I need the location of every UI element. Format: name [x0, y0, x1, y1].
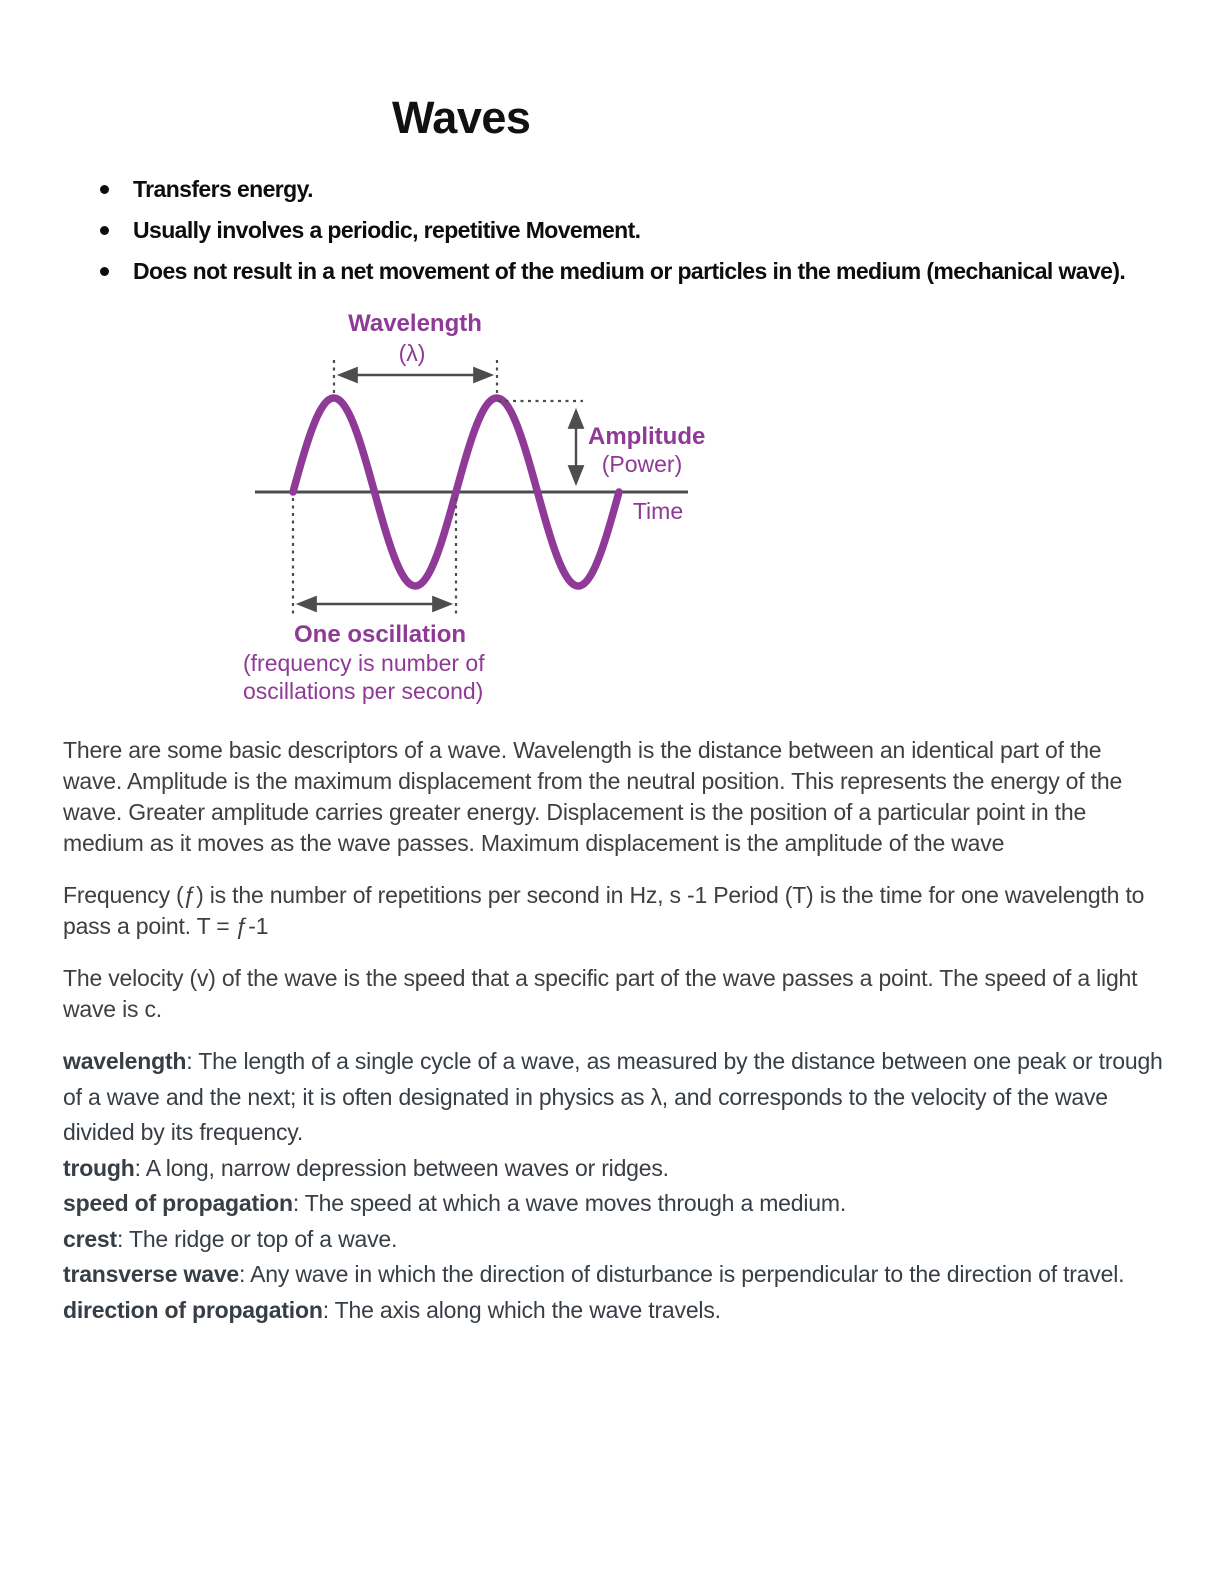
definition-text: : Any wave in which the direction of disturbance is perpendicular to the direction of travel.	[239, 1261, 1125, 1287]
definition-speed-of-propagation	[63, 1186, 1165, 1222]
bullet-list	[63, 174, 1164, 286]
definition-text: : The ridge or top of a wave.	[117, 1225, 398, 1252]
definition-term: trough	[63, 1154, 135, 1181]
paragraph-frequency: Frequency (ƒ) is the number of repetitions per second in Hz, s -1 Period (T) is the time for one wavelength to pass a point. T = ƒ-1	[63, 882, 1145, 939]
definition-direction-of-propagation	[63, 1293, 1165, 1329]
page-title: Waves	[392, 92, 531, 143]
glossary	[63, 1044, 1165, 1328]
definition-crest	[63, 1222, 1165, 1258]
definition-trough	[63, 1151, 1165, 1187]
frequency-note-line1: (frequency is number of	[243, 650, 485, 676]
paragraph-descriptors: There are some basic descriptors of a wave. Wavelength is the distance between an identical part of the wave. Amplitude is the maximum displacement from the neutral position. This represents the energy of the wave. Greater amplitude carries greater energy. Displacement is the position of a particular point in the medium as it moves as the wave passes. Maximum displacement is the amplitude of the wave	[63, 737, 1123, 856]
definition-text: : A long, narrow depression between waves or ridges.	[134, 1154, 669, 1181]
definition-term: wavelength	[63, 1048, 187, 1074]
definition-term: transverse wave	[63, 1261, 240, 1287]
bullet-item: Transfers energy.	[63, 174, 1164, 204]
definition-text: : The axis along which the wave travels.	[322, 1296, 721, 1323]
oscillation-label: One oscillation	[293, 621, 467, 648]
bullet-item: Usually involves a periodic, repetitive Movement.	[63, 215, 1164, 245]
lambda-label: (λ)	[398, 340, 426, 366]
frequency-note-line2: oscillations per second)	[243, 678, 484, 704]
power-label: (Power)	[601, 451, 683, 477]
definition-term: speed of propagation	[63, 1190, 293, 1216]
definition-text: : The speed at which a wave moves through a medium.	[292, 1190, 847, 1216]
amplitude-label: Amplitude	[588, 423, 706, 450]
time-label: Time	[632, 498, 684, 524]
definition-term: crest	[63, 1225, 117, 1252]
bullet-item: Does not result in a net movement of the medium or particles in the medium (mechanical wave).	[63, 256, 1164, 286]
paragraph-velocity: The velocity (v) of the wave is the speed that a specific part of the wave passes a point. The speed of a light wave is c.	[63, 965, 1138, 1022]
wave-diagram-svg	[230, 305, 710, 705]
wavelength-label: Wavelength	[348, 310, 482, 337]
definition-text: : The length of a single cycle of a wave, as measured by the distance between one peak or trough of a wave and the next; it is often designated in physics as λ, and corresponds to the velocity of the wave divided by its frequency.	[63, 1048, 1163, 1145]
definition-transverse-wave	[63, 1257, 1165, 1293]
definition-wavelength	[63, 1044, 1165, 1151]
definition-term: direction of propagation	[63, 1296, 323, 1323]
wave-diagram	[230, 305, 710, 705]
